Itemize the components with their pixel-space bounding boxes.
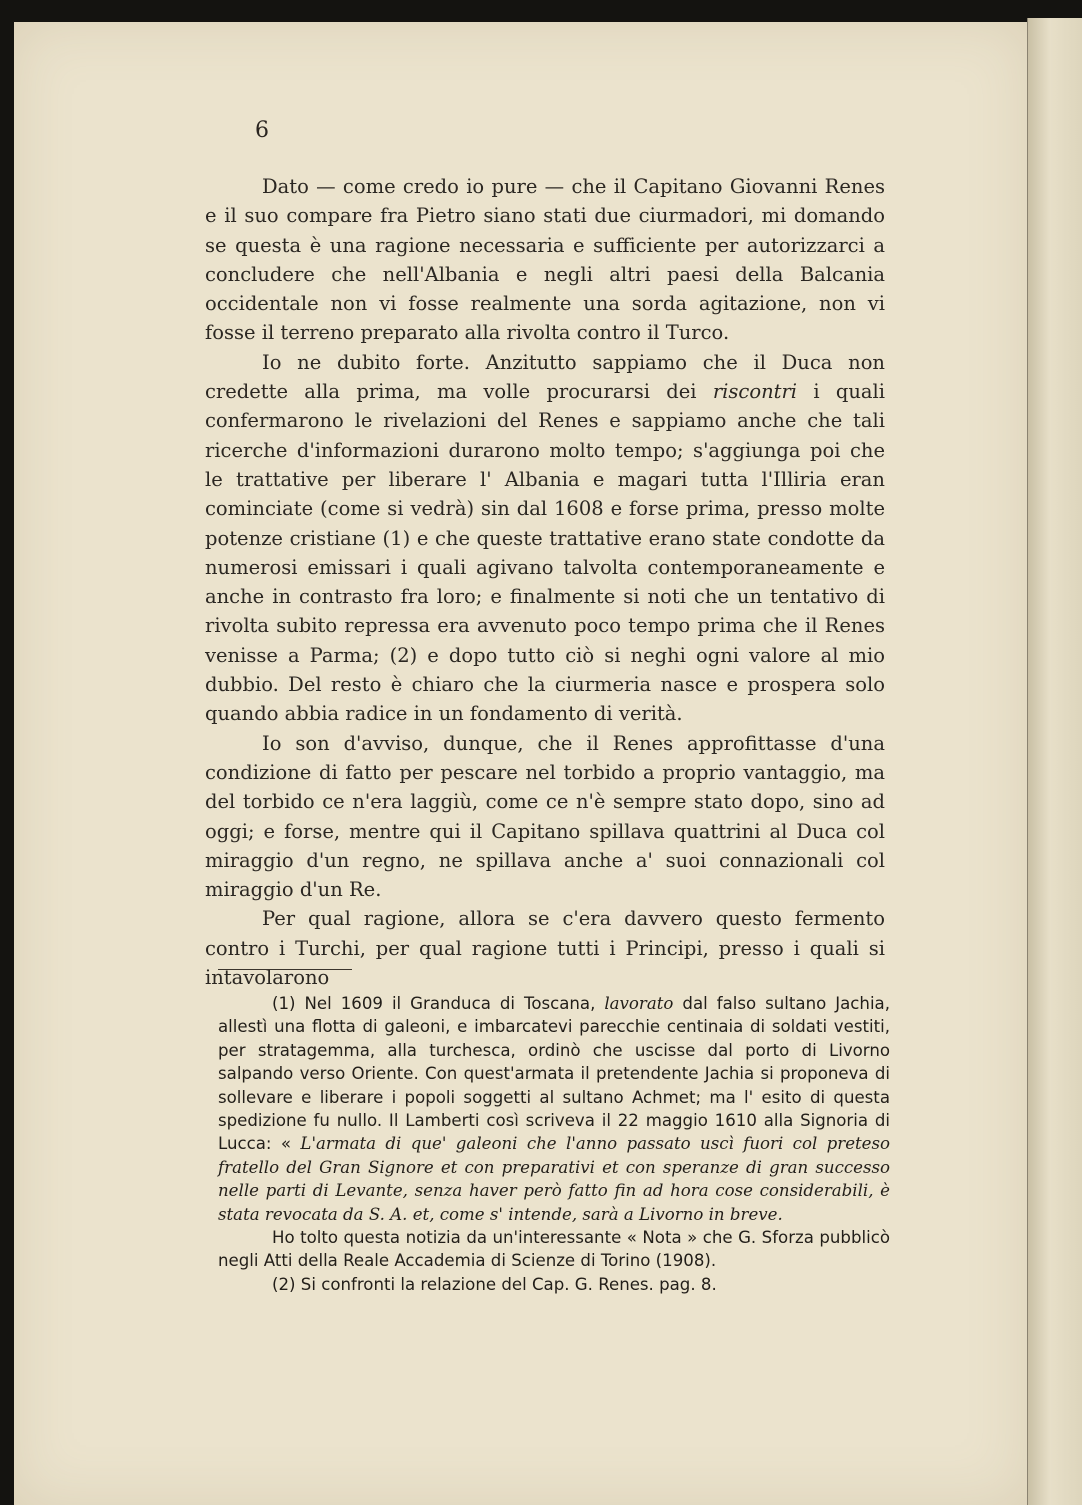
paragraph: Io son d'avviso, dunque, che il Renes approfittasse d'una condizione di fatto per pescare nel torbido a proprio vantaggio, ma del torbido ce n'era laggiù, come ce n'è sempre stato dopo, sino ad oggi; e forse, mentre qui il Capitano spillava quattrini al Duca col miraggio d'un regno, ne spillava anche a' suoi connazionali col miraggio d'un Re. bbox=[205, 731, 885, 902]
footnote: (1) Nel 1609 il Granduca di Toscana, lavorato dal falso sultano Jachia, allestì una flotta di galeoni, e imbarcatevi parecchie centinaia di soldati vestiti, per stratagemma, alla turchesca, ordinò che uscisse dal porto di Livorno salpando verso Oriente. Con quest'armata il pretendente Jachia si proponeva di sollevare e liberare i popoli soggetti al sultano Achmet; ma l' esito di questa spedizione fu nullo. Il Lamberti così scriveva il 22 maggio 1610 alla Signoria di Lucca: « L'armata di que' galeoni che l'anno passato uscì fuori col preteso fratello del Gran Signore et con preparativi et con speranze di gran successo nelle parti di Levante, senza haver però fatto fin ad hora cose considerabili, è stata revocata da S. A. et, come s' intende, sarà a Livorno in breve. bbox=[218, 994, 891, 1224]
footnote: Ho tolto questa notizia da un'interessante « Nota » che G. Sforza pubblicò negli Atti della Reale Accademia di Scienze di Torino (1908). bbox=[218, 1228, 890, 1271]
italic-term: riscontri bbox=[712, 380, 798, 404]
paragraph: Dato — come credo io pure — che il Capitano Giovanni Renes e il suo compare fra Pietro siano stati due ciurmadori, mi domando se questa è una ragione necessaria e sufficiente per autorizzarci a concludere che nell'Albania e negli altri paesi della Balcania occidentale non vi fosse realmente una sorda agitazione, non vi fosse il terreno preparato alla rivolta contro il Turco. bbox=[205, 175, 885, 345]
italic-quotation: L'armata di que' galeoni che l'anno passato uscì fuori col preteso fratello del Gran Signore et con preparativi et con speranze di gran successo nelle parti di Levante, senza haver però fatto fin ad hora cose considerabili, è stata revocata da S. A. et, come s' intende, sarà a Livorno in breve. bbox=[218, 1134, 891, 1224]
footnote-divider bbox=[218, 969, 352, 970]
adjacent-page-edge bbox=[1027, 18, 1082, 1505]
body-text bbox=[205, 172, 885, 992]
paragraph: Per qual ragione, allora se c'era davvero questo fermento contro i Turchi, per qual ragione tutti i Principi, presso i quali si intavolarono bbox=[205, 907, 885, 990]
page-number: 6 bbox=[255, 118, 269, 143]
footnote: (2) Si confronti la relazione del Cap. G. Renes. pag. 8. bbox=[272, 1274, 717, 1294]
footnotes bbox=[218, 992, 890, 1296]
paragraph: Io ne dubito forte. Anzitutto sappiamo che il Duca non credette alla prima, ma volle procurarsi dei riscontri i quali confermarono le rivelazioni del Renes e sappiamo anche che tali ricerche d'informazioni durarono molto tempo; s'aggiunga poi che le trattative per liberare l' Albania e magari tutta l'Illiria eran cominciate (come si vedrà) sin dal 1608 e forse prima, presso molte potenze cristiane (1) e che queste trattative erano state condotte da numerosi emissari i quali agivano talvolta contemporaneamente e anche in contrasto fra loro; e finalmente si noti che un tentativo di rivolta subito repressa era avvenuto poco tempo prima che il Renes venisse a Parma; (2) e dopo tutto ciò si neghi ogni valore al mio dubbio. Del resto è chiaro che la ciurmeria nasce e prospera solo quando abbia radice in un fondamento di verità. bbox=[205, 350, 885, 726]
